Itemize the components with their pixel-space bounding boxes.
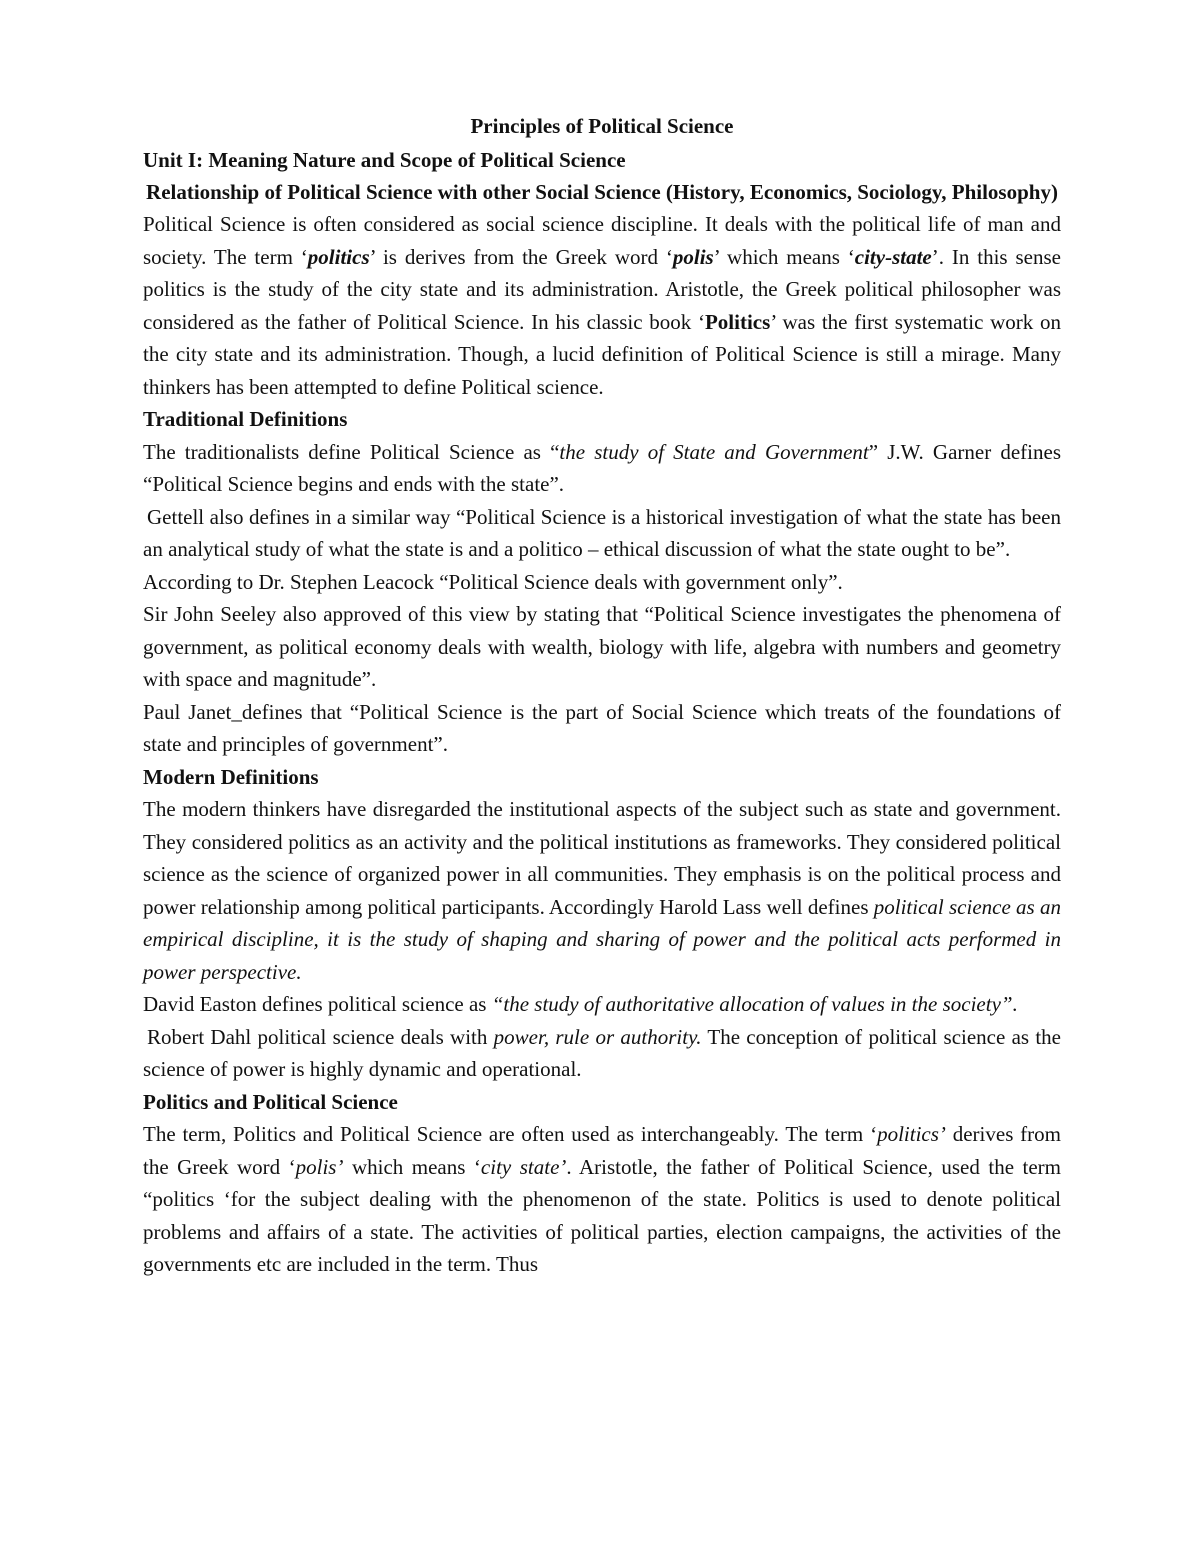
intro-text-1: Political Science is often considered as social science discipline. It deals with the political life of man and society. The term ‘: [143, 212, 1061, 269]
politics-p1-text-a: The term, Politics and Political Science are often used as interchangeably. The term ‘: [143, 1122, 878, 1146]
intro-text-3: ’ which means ‘: [713, 244, 855, 269]
modern-p2-text-a: David Easton defines political science as: [143, 992, 492, 1016]
term-city-state: city-state: [854, 244, 932, 269]
modern-p1-text-a: The modern thinkers have disregarded the institutional aspects of the subject such as state and government. They considered politics as an activity and the political institutions as frameworks. They considered political science as the science of organized power in all communities. They emphasis is on the political process and power relationship among political participants. Accordingly Harold Lass well defines: [143, 797, 1061, 919]
intro-paragraph: [143, 208, 1061, 403]
modern-p3-text-b: The conception of political science as the science of power is highly dynamic and operational.: [143, 1024, 1061, 1081]
term-book-politics: Politics: [704, 309, 771, 334]
term-politics: politics: [307, 244, 370, 269]
modern-paragraph-2: [143, 988, 1061, 1021]
modern-p3-text-a: Robert Dahl political science deals with: [147, 1024, 494, 1049]
modern-definitions-heading: Modern Definitions: [143, 764, 319, 789]
traditional-paragraph-2: Gettell also defines in a similar way “Political Science is a historical investigation of what the state has been an analytical study of what the state is and a politico – ethical discussion of what the state ought to be”.: [143, 504, 1061, 561]
unit-heading: Unit I: Meaning Nature and Scope of Political Science: [143, 148, 626, 172]
politics-paragraph-1: [143, 1118, 1061, 1281]
traditional-p1-text-a: The traditionalists define Political Science as “: [143, 439, 560, 464]
document-page: [143, 108, 1061, 1281]
document-title: Principles of Political Science: [470, 114, 734, 138]
traditional-p1-italic: the study of State and Government: [559, 439, 869, 464]
intro-text-5: ’ was the first systematic work on the city state and its administration. Though, a lucid definition of Political Science is still a mirage. Many thinkers has been attempted to define Political science.: [143, 309, 1061, 399]
intro-text-2: ’ is derives from the Greek word ‘: [369, 244, 673, 269]
traditional-paragraph-3: According to Dr. Stephen Leacock “Political Science deals with government only”.: [143, 569, 843, 594]
sub-heading: Relationship of Political Science with other Social Science (History, Economics, Sociology, Philosophy): [146, 180, 1058, 204]
term-polis: polis: [672, 244, 714, 269]
politics-p1-text-d: . Aristotle, the father of Political Science, used the term “politics ‘for the subject dealing with the phenomenon of the state. Politics is used to denote political problems and affairs of a state. The activities of political parties, election campaigns, the activities of the governments etc are included in the term. Thus: [143, 1154, 1061, 1276]
traditional-paragraph-5: Paul Janet_defines that “Political Science is the part of Social Science which treats of the foundations of state and principles of government”.: [143, 699, 1061, 756]
politics-p1-text-c: which means ‘: [343, 1154, 481, 1179]
modern-p1-italic: political science as an empirical discipline, it is the study of shaping and sharing of power and the political acts performed in power perspective.: [143, 894, 1061, 984]
traditional-definitions-heading: Traditional Definitions: [143, 407, 348, 431]
traditional-paragraph-4: Sir John Seeley also approved of this view by stating that “Political Science investigates the phenomena of government, as political economy deals with wealth, biology with life, algebra with numbers and geometry with space and magnitude”.: [143, 602, 1061, 691]
politics-p1-italic-2: polis’: [295, 1154, 344, 1179]
politics-p1-italic-3: city state’: [480, 1154, 567, 1179]
modern-paragraph-1: [143, 793, 1061, 988]
modern-p3-italic: power, rule or authority.: [493, 1024, 702, 1049]
politics-and-political-science-heading: Politics and Political Science: [143, 1089, 398, 1114]
politics-p1-text-b: derives from the Greek word ‘: [143, 1122, 1061, 1179]
intro-text-4: ’. In this sense politics is the study of the city state and its administration. Aristotle, the Greek political philosopher was considered as the father of Political Science. In his classic book ‘: [143, 244, 1061, 334]
traditional-p1-text-b: ” J.W. Garner defines “Political Science begins and ends with the state”.: [143, 439, 1062, 496]
traditional-paragraph-1: [143, 436, 1061, 501]
modern-p2-italic: “the study of authoritative allocation of values in the society”.: [491, 992, 1018, 1016]
modern-paragraph-3: [143, 1021, 1061, 1086]
politics-p1-italic-1: politics’: [877, 1122, 946, 1146]
